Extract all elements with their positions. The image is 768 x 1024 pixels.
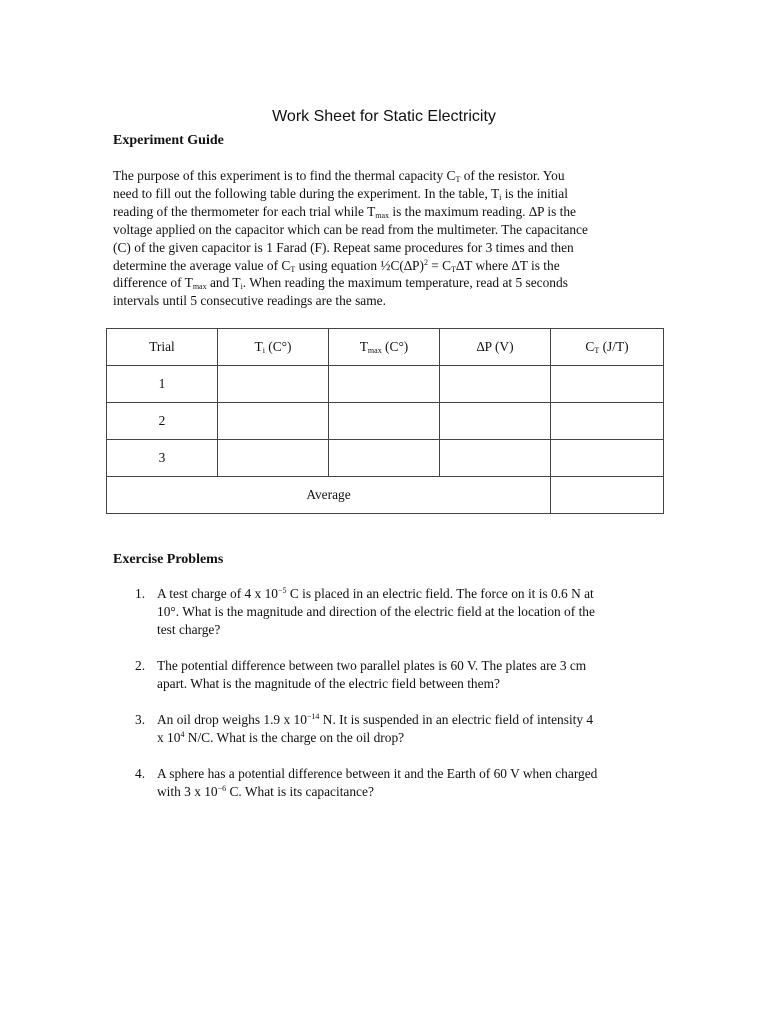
average-label: Average [107, 477, 551, 514]
input-cell[interactable] [440, 403, 551, 440]
guide-text-line: need to fill out the following table during the experiment. In the table, $T_i$ is the initial [113, 185, 568, 202]
header-ti: $T_i$ (C°) [218, 329, 329, 366]
problem-number: 1. [135, 586, 146, 601]
exercise-problem [113, 711, 658, 747]
header-trial: Trial [107, 329, 218, 366]
input-cell[interactable] [440, 366, 551, 403]
input-cell[interactable] [218, 403, 329, 440]
table-row [107, 366, 664, 403]
table-row [107, 403, 664, 440]
experiment-guide-text [113, 167, 653, 310]
guide-text-line: voltage applied on the capacitor which can be read from the multimeter. The capacitance [113, 221, 588, 237]
table-row [107, 440, 664, 477]
header-tmax: $T_{max}$ (C°) [329, 329, 440, 366]
problem-text-line: The potential difference between two parallel plates is 60 V. The plates are 3 cm [157, 658, 587, 673]
results-table [106, 328, 664, 514]
problem-number: 2. [135, 658, 146, 673]
problem-text-line: test charge? [157, 622, 221, 637]
header-ct: $C_T$ (J/T) [551, 329, 664, 366]
problem-text-line: with 3 x $10^{-6}$ C. What is its capacitance? [157, 784, 374, 799]
trial-number: 2 [107, 403, 218, 440]
problem-text-line: An oil drop weighs 1.9 x $10^{-14}$ N. It is suspended in an electric field of intensity 4 [157, 712, 594, 727]
input-cell[interactable] [551, 440, 664, 477]
trial-number: 1 [107, 366, 218, 403]
exercise-problem [113, 765, 658, 801]
input-cell[interactable] [218, 366, 329, 403]
input-cell[interactable] [551, 366, 664, 403]
experiment-guide-heading: Experiment Guide [113, 133, 224, 148]
trial-number: 3 [107, 440, 218, 477]
input-cell[interactable] [329, 440, 440, 477]
page-title: Work Sheet for Static Electricity [272, 108, 496, 125]
table-header-row [107, 329, 664, 366]
input-cell[interactable] [329, 366, 440, 403]
table-average-row [107, 477, 664, 514]
guide-text-line: reading of the thermometer for each trial while $T_{max}$ is the maximum reading. ∆P is the [113, 203, 576, 220]
input-cell[interactable] [551, 403, 664, 440]
problem-number: 4. [135, 766, 146, 781]
problem-text-line: apart. What is the magnitude of the electric field between them? [157, 676, 500, 691]
exercise-problem [113, 585, 658, 639]
exercise-problem [113, 657, 658, 693]
input-cell[interactable] [440, 440, 551, 477]
problem-text-line: A sphere has a potential difference between it and the Earth of 60 V when charged [157, 766, 598, 781]
guide-text-line: determine the average value of $C_T$ using equation $\frac{1}{2}C(\Delta P)^2 = C_T\Delta T$ where ∆T is the [113, 257, 560, 274]
exercise-problem-list [113, 585, 658, 819]
problem-number: 3. [135, 712, 146, 727]
header-dp: ∆P (V) [440, 329, 551, 366]
guide-text-line: intervals until 5 consecutive readings are the same. [113, 293, 386, 309]
guide-text-line: (C) of the given capacitor is 1 Farad (F). Repeat same procedures for 3 times and then [113, 239, 574, 255]
average-input-cell[interactable] [551, 477, 664, 514]
guide-text-line: difference of $T_{max}$ and $T_i$. When reading the maximum temperature, read at 5 seconds [113, 275, 568, 292]
problem-text-line: A test charge of 4 x $10^{-5}$ C is placed in an electric field. The force on it is 0.6 N at [157, 586, 594, 601]
exercise-problems-heading: Exercise Problems [113, 552, 224, 567]
problem-text-line: x $10^4$ N/C. What is the charge on the oil drop? [157, 730, 405, 745]
problem-text-line: 10°. What is the magnitude and direction of the electric field at the location of the [157, 604, 595, 619]
input-cell[interactable] [329, 403, 440, 440]
guide-text-line: The purpose of this experiment is to find the thermal capacity $C_T$ of the resistor. You [113, 168, 565, 184]
input-cell[interactable] [218, 440, 329, 477]
